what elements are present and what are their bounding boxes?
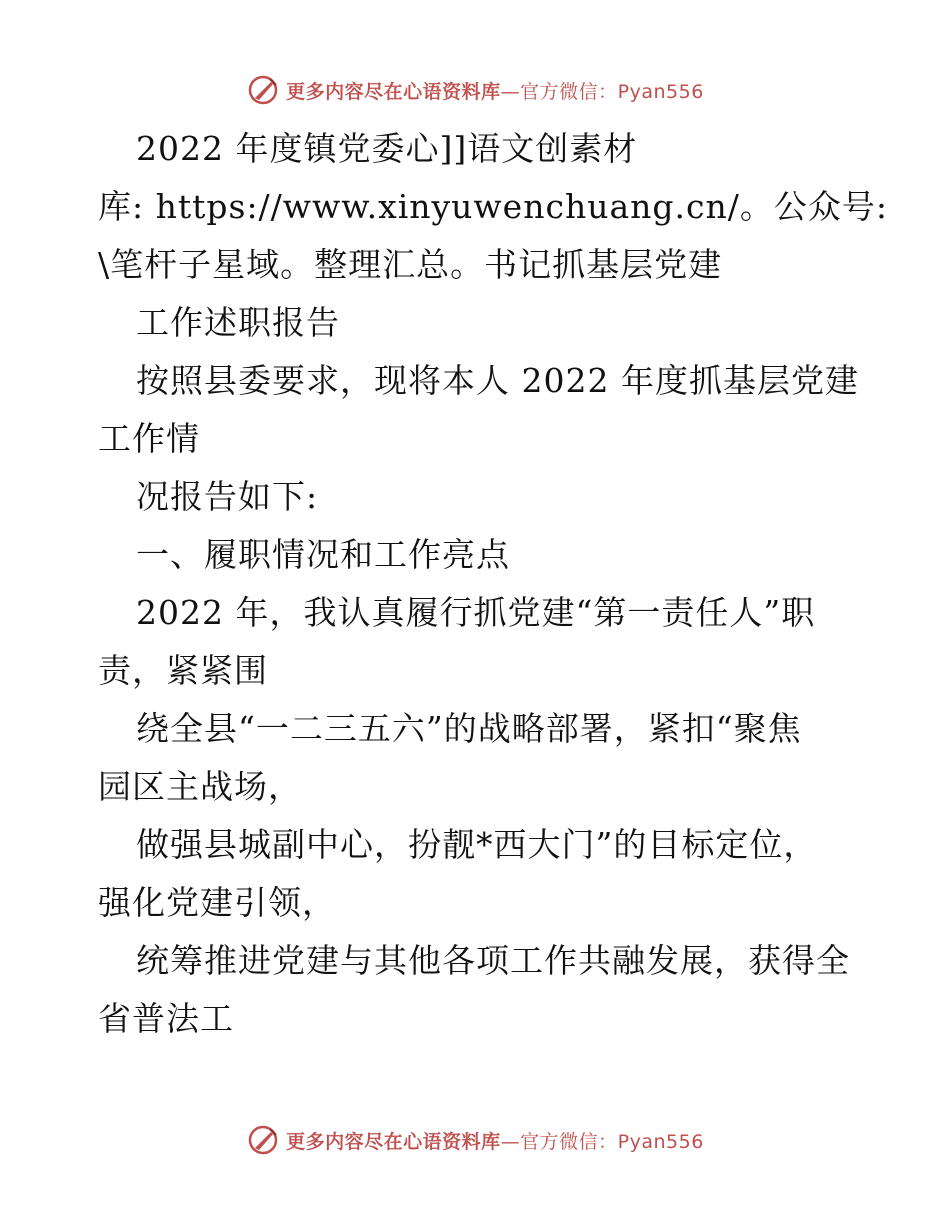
quill-circle-logo-icon bbox=[246, 1123, 280, 1157]
text-line: 库: https://www.xinyuwenchuang.cn/。公众号: bbox=[98, 187, 888, 226]
text-line: 省普法工 bbox=[98, 999, 234, 1038]
watermark-text: 更多内容尽在心语资料库—官方微信：Pyan556 bbox=[286, 1130, 704, 1153]
text-line: 统筹推进党建与其他各项工作共融发展，获得全 bbox=[136, 941, 850, 980]
text-line: 强化党建引领， bbox=[98, 883, 336, 922]
footer-watermark bbox=[0, 1120, 950, 1160]
quill-circle-logo-icon bbox=[246, 73, 280, 107]
text-line: 一、履职情况和工作亮点 bbox=[136, 535, 510, 574]
text-line: 2022 年，我认真履行抓党建“第一责任人”职 bbox=[136, 593, 816, 632]
header-watermark bbox=[0, 70, 950, 110]
text-line: 做强县城副中心，扮靓*西大门”的目标定位， bbox=[136, 825, 818, 864]
text-line: 园区主战场， bbox=[98, 767, 302, 806]
text-line: 工作情 bbox=[98, 419, 200, 458]
text-line: 责，紧紧围 bbox=[98, 651, 268, 690]
text-line: 2022 年度镇党委心]]语文创素材 bbox=[136, 129, 638, 168]
text-line: \笔杆子星域。整理汇总。书记抓基层党建 bbox=[98, 245, 723, 284]
watermark-text: 更多内容尽在心语资料库—官方微信：Pyan556 bbox=[286, 80, 704, 103]
document-body bbox=[98, 120, 888, 1048]
text-line: 况报告如下: bbox=[136, 477, 319, 516]
text-line: 绕全县“一二三五六”的战略部署，紧扣“聚焦 bbox=[136, 709, 802, 748]
text-line: 按照县委要求，现将本人 2022 年度抓基层党建 bbox=[136, 361, 859, 400]
text-line: 工作述职报告 bbox=[136, 303, 340, 342]
